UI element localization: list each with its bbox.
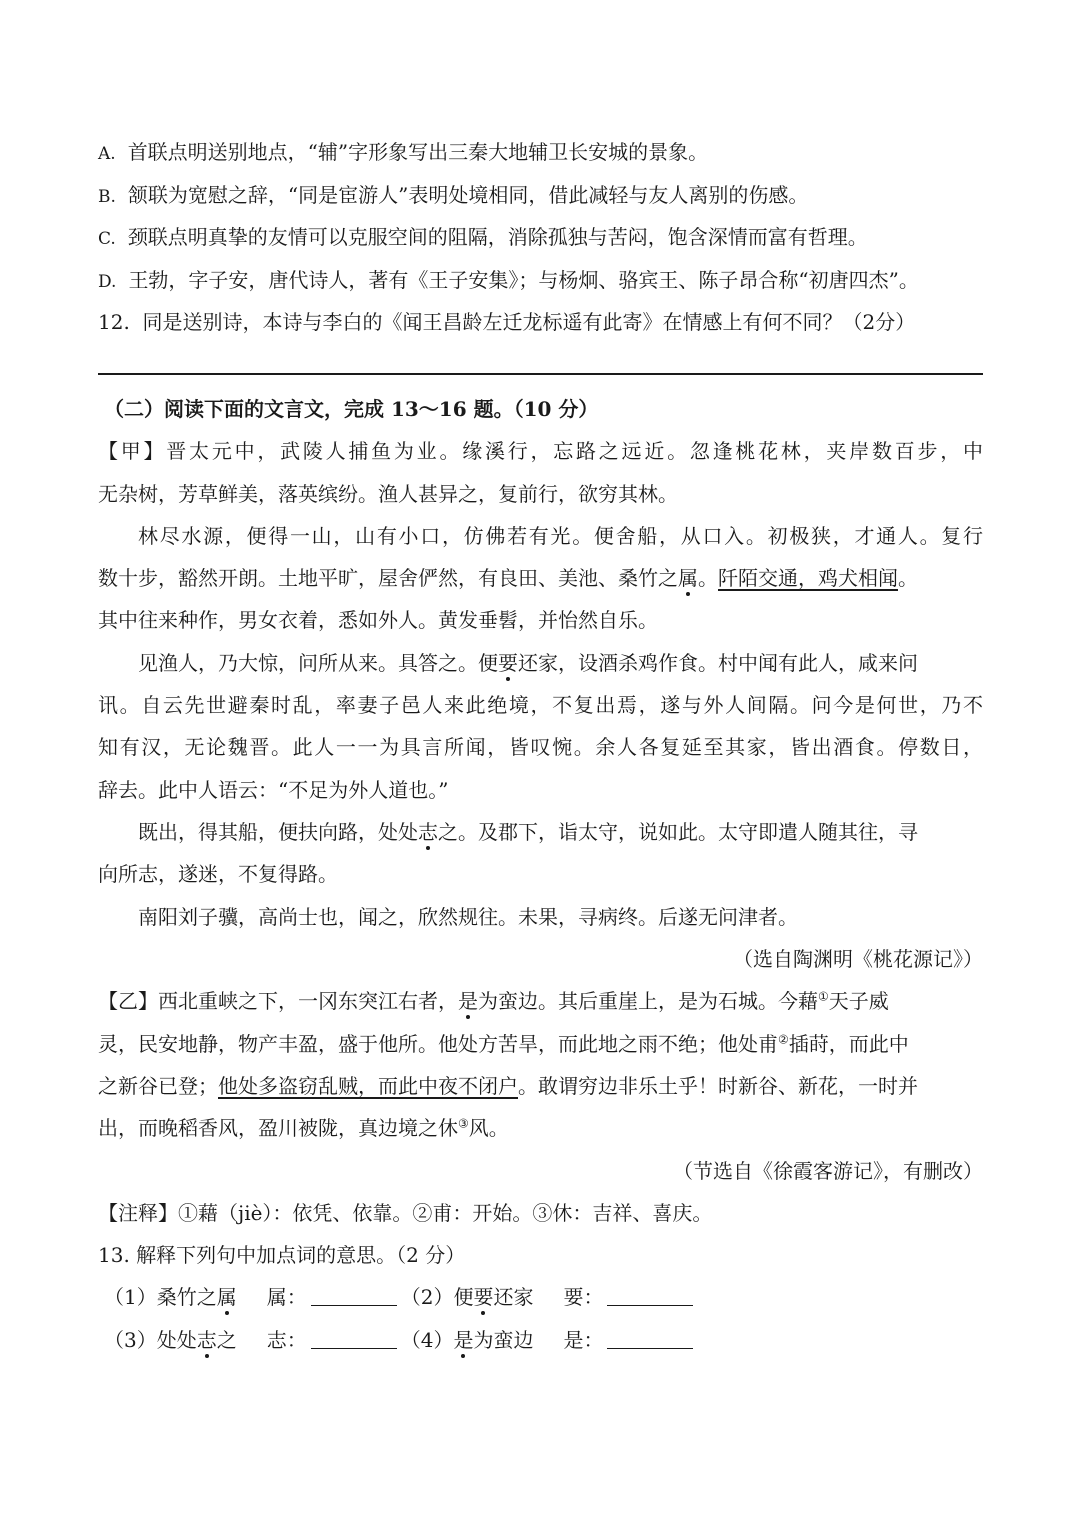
option-c: C. 颈联点明真挚的友情可以克服空间的阻隔，消除孤独与苦闷，饱含深情而富有哲理。 xyxy=(98,225,868,249)
option-d: D. 王勃，字子安，唐代诗人，著有《王子安集》；与杨炯、骆宾王、陈子昂合称“初唐四杰”。 xyxy=(98,268,919,292)
passage-yi-line-2: 灵，民安地静，物产丰盈，盛于他所。他处方苦旱，而此地之雨不绝；他处甫②插莳，而此中 xyxy=(98,1032,909,1056)
passage-jia-line-4: 数十步，豁然开朗。土地平旷，屋舍俨然，有良田、美池、桑竹之属。阡陌交通，鸡犬相闻。 xyxy=(98,566,918,590)
passage-yi-line-4: 出，而晚稻香风，盈川被陇，真边境之休③风。 xyxy=(98,1116,509,1140)
passage-jia-line-8: 知有汉，无论魏晋。此人一一为具言所闻，皆叹惋。余人各复延至其家，皆出酒食。停数日， xyxy=(98,735,983,759)
option-b: B. 颔联为宽慰之辞，“同是宦游人”表明处境相同，借此减轻与友人离别的伤感。 xyxy=(98,183,809,207)
passage-jia-line-11: 向所志，遂迷，不复得路。 xyxy=(98,862,338,886)
passage-jia-line-2: 无杂树，芳草鲜美，落英缤纷。渔人甚异之，复前行，欲穷其林。 xyxy=(98,482,678,506)
passage-jia-line-6: 见渔人，乃大惊，问所从来。具答之。便要还家，设酒杀鸡作食。村中闻有此人，咸来问 xyxy=(138,651,918,675)
passage-yi-line-3: 之新谷已登；他处多盗窃乱贼，而此中夜不闭户。敢谓穷边非乐土乎！时新谷、新花，一时并 xyxy=(98,1074,918,1098)
passage-jia-line-5: 其中往来种作，男女衣着，悉如外人。黄发垂髫，并怡然自乐。 xyxy=(98,608,658,632)
answer-blank-3[interactable] xyxy=(311,1326,397,1349)
answer-blank-4[interactable] xyxy=(607,1326,693,1349)
annotations: 【注释】①藉（jiè）：依凭、依靠。②甫：开始。③休：吉祥、喜庆。 xyxy=(98,1201,713,1225)
q13-item-3: （3）处处志之 xyxy=(104,1328,237,1352)
answer-blank-1[interactable] xyxy=(311,1283,397,1306)
passage-jia-line-12: 南阳刘子骥，高尚士也，闻之，欣然规往。未果，寻病终。后遂无问津者。 xyxy=(138,905,798,929)
question-13-row-2: （3）处处志之 志： （4）是为蛮边 是： xyxy=(104,1325,989,1355)
question-12: 12. 同是送别诗，本诗与李白的《闻王昌龄左迁龙标遥有此寄》在情感上有何不同？（2分） xyxy=(98,310,916,334)
answer-blank-2[interactable] xyxy=(607,1283,693,1306)
underlined-sentence: 他处多盗窃乱贼，而此中夜不闭户 xyxy=(218,1074,518,1098)
question-13-row-1: （1）桑竹之属 属： （2）便要还家 要： xyxy=(104,1282,989,1312)
passage-jia-line-7: 讯。自云先世避秦时乱，率妻子邑人来此绝境，不复出焉，遂与外人间隔。问今是何世，乃不 xyxy=(98,693,983,717)
dotted-word-yao: 要 xyxy=(498,651,518,675)
section-divider xyxy=(98,373,983,375)
passage-jia-line-3: 林尽水源，便得一山，山有小口，仿佛若有光。便舍船，从口入。初极狭，才通人。复行 xyxy=(138,524,983,548)
passage-jia-line-9: 辞去。此中人语云：“不足为外人道也。” xyxy=(98,778,449,802)
option-a: A. 首联点明送别地点，“辅”字形象写出三秦大地辅卫长安城的景象。 xyxy=(98,140,709,164)
passage-jia-line-1: 【甲】晋太元中，武陵人捕鱼为业。缘溪行，忘路之远近。忽逢桃花林，夹岸数百步，中 xyxy=(98,439,983,463)
passage-jia-line-10: 既出，得其船，便扶向路，处处志之。及郡下，诣太守，说如此。太守即遣人随其往，寻 xyxy=(138,820,918,844)
q13-item-4: （4）是为蛮边 xyxy=(400,1328,534,1352)
dotted-word-shu: 属 xyxy=(678,566,698,590)
underlined-phrase: 阡陌交通，鸡犬相闻 xyxy=(718,566,898,590)
passage-yi-source: （节选自《徐霞客游记》，有删改） xyxy=(673,1159,983,1183)
q13-item-1: （1）桑竹之属 xyxy=(104,1285,237,1309)
question-13-stem: 13. 解释下列句中加点词的意思。（2 分） xyxy=(98,1243,466,1267)
section-2-title: （二）阅读下面的文言文，完成 13～16 题。（10 分） xyxy=(104,397,599,421)
passage-jia-source: （选自陶渊明《桃花源记》） xyxy=(733,947,983,971)
dotted-word-shi: 是 xyxy=(458,989,478,1013)
passage-yi-line-1: 【乙】西北重峡之下，一冈东突江右者，是为蛮边。其后重崖上，是为石城。今藉①天子威 xyxy=(98,989,889,1013)
dotted-word-zhi: 志 xyxy=(418,820,438,844)
q13-item-2: （2）便要还家 xyxy=(400,1285,534,1309)
